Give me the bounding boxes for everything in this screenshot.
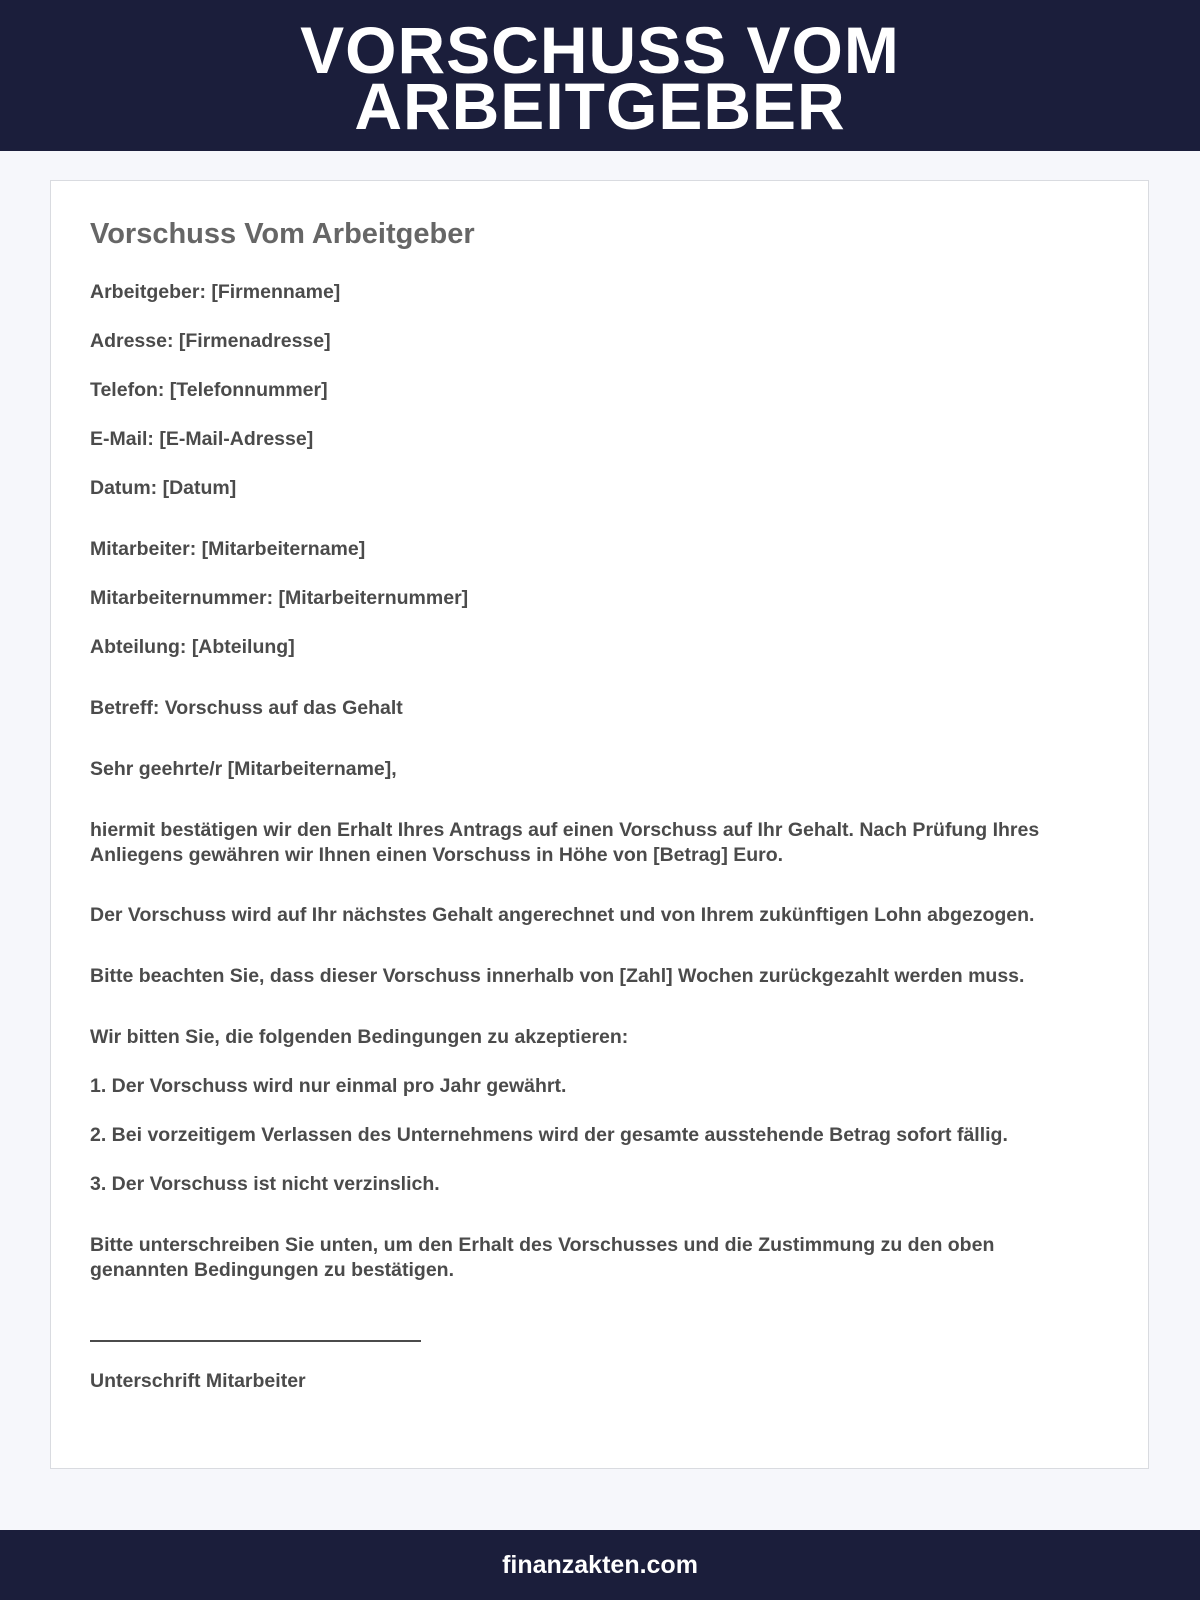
body-paragraph: Bitte beachten Sie, dass dieser Vorschuss innerhalb von [Zahl] Wochen zurückgezahlt werden muss. [90,965,1025,987]
employer-phone: Telefon: [Telefonnummer] [90,379,328,401]
closing-paragraph: Bitte unterschreiben Sie unten, um den Erhalt des Vorschusses und die Zustimmung zu den oben genannten Bedingungen zu bestätigen. [90,1234,995,1281]
employee-number: Mitarbeiternummer: [Mitarbeiternummer] [90,587,469,609]
employer-address: Adresse: [Firmenadresse] [90,330,331,352]
employer-name: Arbeitgeber: [Firmenname] [90,281,341,303]
body-paragraph: hiermit bestätigen wir den Erhalt Ihres Antrags auf einen Vorschuss auf Ihr Gehalt. Nach Prüfung Ihres Anliegens gewähren wir Ihnen einen Vorschuss in Höhe von [Betrag] Euro. [90,819,1040,866]
page-footer [0,1530,1200,1600]
employee-department: Abteilung: [Abteilung] [90,636,295,658]
document-title: Vorschuss Vom Arbeitgeber [90,218,475,250]
page-header [0,0,1200,151]
subject-line: Betreff: Vorschuss auf das Gehalt [90,697,403,719]
body-paragraph: Wir bitten Sie, die folgenden Bedingungen zu akzeptieren: [90,1026,629,1048]
header-title: VORSCHUSS VOM ARBEITGEBER [300,12,900,143]
signature-line [90,1340,421,1342]
body-paragraph: Der Vorschuss wird auf Ihr nächstes Gehalt angerechnet und von Ihrem zukünftigen Lohn abgezogen. [90,904,1035,926]
document-date: Datum: [Datum] [90,477,237,499]
condition-item: 1. Der Vorschuss wird nur einmal pro Jahr gewährt. [90,1075,567,1097]
employer-email: E-Mail: [E-Mail-Adresse] [90,428,314,450]
condition-item: 2. Bei vorzeitigem Verlassen des Unternehmens wird der gesamte ausstehende Betrag sofort fällig. [90,1124,1008,1146]
footer-site-name: finanzakten.com [502,1550,698,1579]
signature-label: Unterschrift Mitarbeiter [90,1370,306,1392]
employee-name: Mitarbeiter: [Mitarbeitername] [90,538,366,560]
salutation: Sehr geehrte/r [Mitarbeitername], [90,758,397,780]
condition-item: 3. Der Vorschuss ist nicht verzinslich. [90,1173,440,1195]
